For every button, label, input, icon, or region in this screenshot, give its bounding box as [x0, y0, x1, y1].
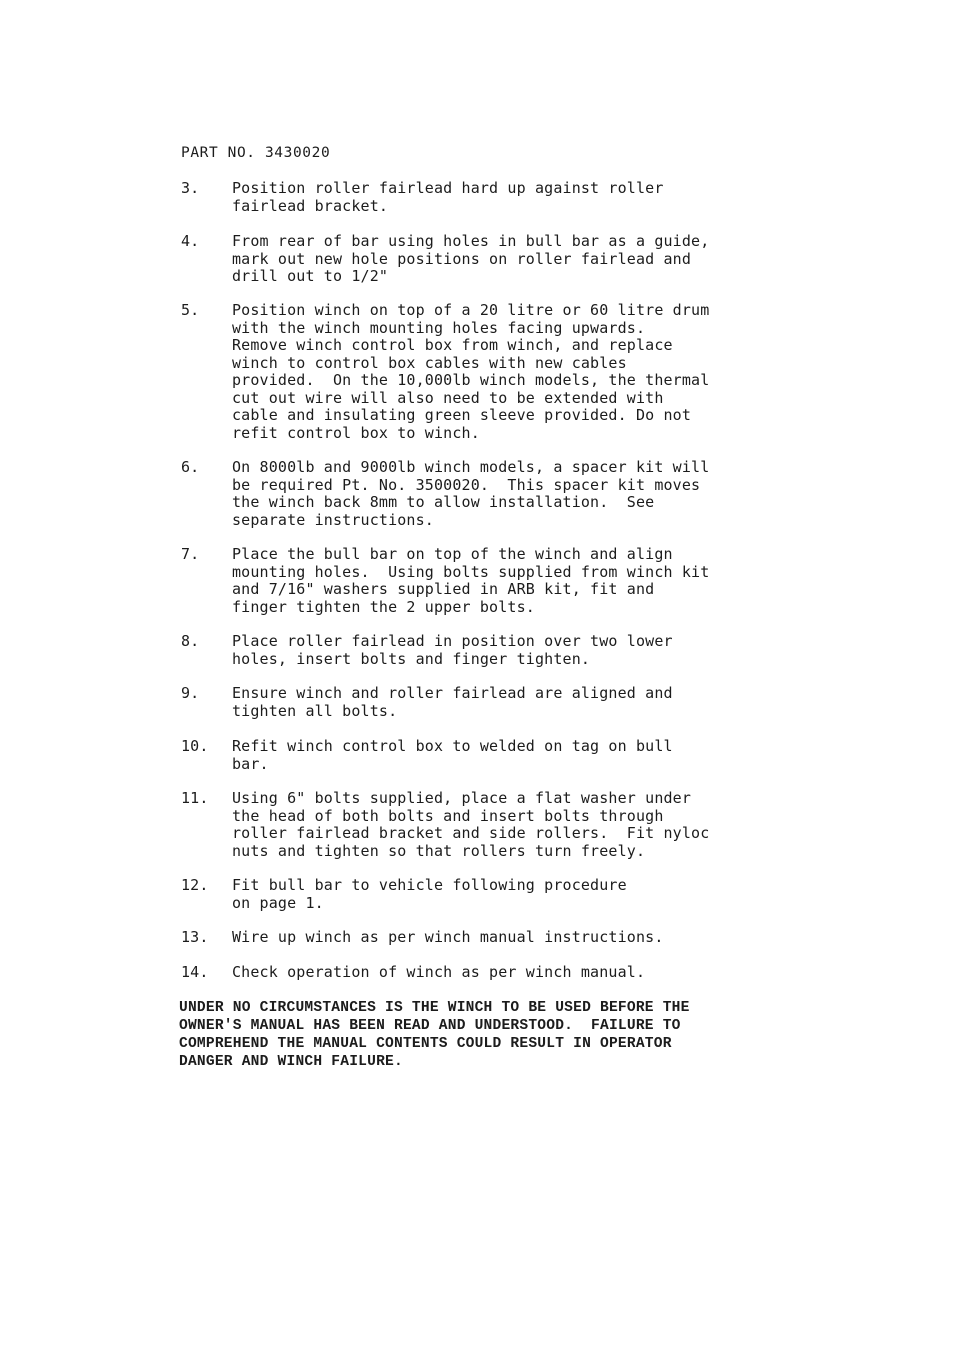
- step-text: [232, 633, 812, 668]
- step-line: with the winch mounting holes facing upwards.: [232, 318, 646, 337]
- step-line: Ensure winch and roller fairlead are aligned and: [232, 684, 673, 702]
- warning-line: COMPREHEND THE MANUAL CONTENTS COULD RESULT IN OPERATOR: [179, 1036, 672, 1052]
- step-line: drill out to 1/2": [232, 267, 389, 285]
- step-line: Wire up winch as per winch manual instructions.: [232, 928, 664, 946]
- warning-line: OWNER'S MANUAL HAS BEEN READ AND UNDERSTOOD. FAILURE TO: [179, 1018, 681, 1034]
- step-line: Check operation of winch as per winch manual.: [232, 963, 646, 981]
- step-line: roller fairlead bracket and side rollers. Fit nyloc: [232, 824, 710, 842]
- step-text: [232, 546, 812, 616]
- step-line: Place roller fairlead in position over two lower: [232, 632, 673, 650]
- step-line: refit control box to winch.: [232, 423, 480, 442]
- step-text: [232, 877, 812, 912]
- step-number: 7.: [181, 545, 200, 563]
- step-text: [232, 233, 812, 286]
- step-line: separate instructions.: [232, 510, 434, 529]
- step-text: [232, 790, 812, 860]
- step-text: [232, 180, 812, 215]
- step-line: On 8000lb and 9000lb winch models, a spacer kit will: [232, 458, 710, 476]
- step-line: mark out new hole positions on roller fairlead and: [232, 249, 692, 268]
- step-number: 8.: [181, 632, 200, 650]
- step-line: be required Pt. No. 3500020. This spacer kit moves: [232, 475, 701, 494]
- step-line: the head of both bolts and insert bolts through: [232, 806, 664, 825]
- step-line: Refit winch control box to welded on tag on bull: [232, 737, 673, 755]
- step-line: mounting holes. Using bolts supplied from winch kit: [232, 562, 710, 581]
- step-text: [232, 964, 812, 982]
- step-line: and 7/16" washers supplied in ARB kit, fit and: [232, 580, 655, 598]
- step-line: From rear of bar using holes in bull bar as a guide,: [232, 232, 710, 250]
- step-line: nuts and tighten so that rollers turn freely.: [232, 841, 646, 860]
- warning-line: UNDER NO CIRCUMSTANCES IS THE WINCH TO BE USED BEFORE THE: [179, 1000, 690, 1016]
- step-text: [232, 738, 812, 773]
- safety-warning: [179, 999, 799, 1071]
- step-text: [232, 459, 812, 529]
- warning-line: DANGER AND WINCH FAILURE.: [179, 1054, 403, 1070]
- step-line: on page 1.: [232, 893, 324, 912]
- step-number: 6.: [181, 458, 200, 476]
- step-number: 12.: [181, 876, 209, 894]
- step-line: provided. On the 10,000lb winch models, the thermal: [232, 371, 710, 389]
- step-line: Position roller fairlead hard up against roller: [232, 179, 664, 197]
- step-line: Using 6" bolts supplied, place a flat washer under: [232, 789, 692, 807]
- step-number: 3.: [181, 179, 200, 197]
- step-number: 13.: [181, 928, 209, 946]
- step-number: 5.: [181, 301, 200, 319]
- step-line: Remove winch control box from winch, and replace: [232, 336, 673, 354]
- step-line: tighten all bolts.: [232, 701, 398, 720]
- step-line: Position winch on top of a 20 litre or 60 litre drum: [232, 301, 710, 319]
- step-number: 9.: [181, 684, 200, 702]
- step-number: 10.: [181, 737, 209, 755]
- step-text: [232, 929, 812, 947]
- step-line: Place the bull bar on top of the winch and align: [232, 545, 673, 563]
- step-line: finger tighten the 2 upper bolts.: [232, 597, 535, 616]
- step-text: [232, 302, 812, 442]
- step-number: 14.: [181, 963, 209, 981]
- step-line: winch to control box cables with new cables: [232, 353, 627, 372]
- step-line: fairlead bracket.: [232, 196, 389, 215]
- step-line: holes, insert bolts and finger tighten.: [232, 649, 591, 668]
- step-line: the winch back 8mm to allow installation. See: [232, 493, 655, 511]
- step-number: 4.: [181, 232, 200, 250]
- step-line: cable and insulating green sleeve provided. Do not: [232, 406, 692, 424]
- step-line: cut out wire will also need to be extended with: [232, 388, 664, 407]
- step-text: [232, 685, 812, 720]
- part-number-heading: PART NO. 3430020: [181, 145, 331, 161]
- step-line: Fit bull bar to vehicle following procedure: [232, 876, 627, 894]
- step-line: bar.: [232, 754, 269, 773]
- step-number: 11.: [181, 789, 209, 807]
